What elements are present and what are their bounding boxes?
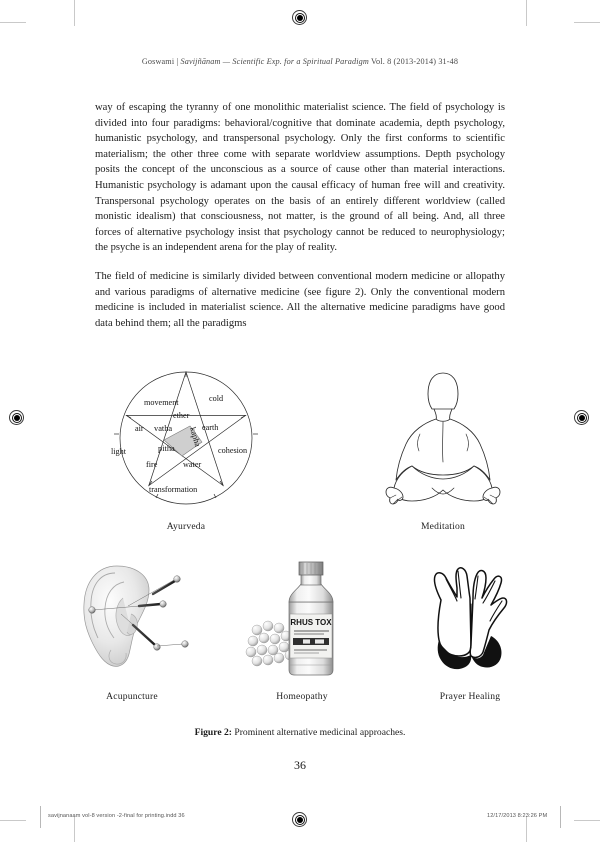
figure-caption bbox=[0, 727, 600, 738]
printer-filename: savijnanaam vol-8 version -2-final for printing.indd 36 bbox=[48, 813, 185, 819]
figure-meditation bbox=[384, 368, 502, 532]
meditation-head bbox=[428, 373, 458, 409]
crop-mark-bottom-left-h bbox=[0, 820, 26, 821]
homeopathy-label-fineprint bbox=[293, 631, 329, 653]
figure-caption-text: Prominent alternative medicinal approaches. bbox=[231, 727, 406, 738]
figure-ayurveda bbox=[98, 368, 274, 532]
ayurveda-label-light: light bbox=[111, 447, 127, 456]
crop-mark-top-left-h bbox=[0, 22, 26, 23]
ayurveda-label-water: water bbox=[183, 460, 202, 469]
homeopathy-bottle-figure bbox=[245, 558, 359, 684]
crop-mark-top-right-h bbox=[574, 22, 600, 23]
paragraph-1: way of escaping the tyranny of one monolithic materialist science. The field of psychology is divided into four paradigms: behavioral/cognitive that dominate academia, depth psychology, humanistic psychology, and transpersonal psychology. Only the first conforms to scientific materialism; the other three come with separate worldview assumptions. Depth psychology posits the concept of the unconscious as a source of cause other than material interactions. Humanistic psychology is adamant upon the causal efficacy of human free will and creativity. Transpersonal psychology operates on the basis of an entirely different worldview (called monistic idealism) that consciousness, not matter, is the ground of all being. And, all three forces of alternative psychology insist that psychology cannot be reduced to neurophysiology; the psyche is an independent arena for the play of reality. bbox=[95, 102, 505, 254]
crop-mark-bottom-left-v bbox=[74, 816, 75, 842]
registration-mark-bottom bbox=[292, 812, 307, 827]
footer-rule-left bbox=[40, 806, 41, 828]
figure-caption-label: Figure 2: bbox=[194, 727, 232, 738]
figure-acupuncture bbox=[71, 558, 193, 702]
crop-mark-top-right-v bbox=[526, 0, 527, 26]
prayer-healing-hands-figure bbox=[411, 558, 529, 684]
figure-homeopathy bbox=[245, 558, 359, 702]
figure-row-2 bbox=[0, 558, 600, 702]
footer-rule-right bbox=[560, 806, 561, 828]
running-head-separator: | bbox=[176, 57, 179, 66]
ayurveda-pentagram-diagram bbox=[98, 368, 274, 514]
running-head bbox=[0, 57, 600, 66]
homeopathy-bottle-neck bbox=[301, 574, 321, 585]
acupuncture-ear-figure bbox=[71, 558, 193, 684]
crop-mark-bottom-right-v bbox=[526, 816, 527, 842]
ayurveda-label-movement: movement bbox=[144, 398, 179, 407]
figure-row-1 bbox=[0, 368, 600, 532]
registration-dot bbox=[297, 15, 303, 21]
figure-2-group bbox=[0, 368, 600, 702]
body-text-column bbox=[95, 100, 505, 331]
registration-dot bbox=[297, 817, 303, 823]
registration-mark-top bbox=[292, 10, 307, 25]
prayer-healing-caption: Prayer Healing bbox=[439, 691, 501, 702]
ayurveda-caption: Ayurveda bbox=[166, 521, 206, 532]
crop-mark-top-left-v bbox=[74, 0, 75, 26]
ayurveda-label-kapha: kapha bbox=[188, 426, 203, 448]
figure-prayer-healing bbox=[411, 558, 529, 702]
ayurveda-label-transformation: transformation bbox=[149, 485, 198, 494]
ayurveda-label-ether: ether bbox=[173, 411, 190, 420]
running-head-author: Goswami bbox=[141, 57, 175, 66]
meditation-lotus-figure bbox=[384, 368, 502, 514]
paragraph-2: The field of medicine is similarly divided between conventional modern medicine or allopathy and various paradigms of alternative medicine (see figure 2). Only the conventional modern medicine is included in materialist science. All the alternative medicine paradigms have good data behind them; all the paradigms bbox=[95, 270, 505, 329]
running-head-journal: Savijñānam — Scientific Exp. for a Spiritual Paradigm bbox=[180, 57, 369, 66]
homeopathy-caption: Homeopathy bbox=[276, 691, 328, 702]
page-number: 36 bbox=[294, 758, 306, 772]
homeopathy-bottle-label-text: RHUS TOX bbox=[290, 618, 332, 627]
homeopathy-pellets bbox=[246, 621, 295, 666]
ayurveda-label-vatha: vatha bbox=[154, 424, 173, 433]
crop-mark-bottom-right-h bbox=[574, 820, 600, 821]
ayurveda-label-pitha: pitha bbox=[158, 444, 175, 453]
acupuncture-caption: Acupuncture bbox=[106, 691, 158, 702]
printer-timestamp: 12/17/2013 8:23:26 PM bbox=[487, 813, 548, 819]
ayurveda-label-earth: earth bbox=[202, 423, 219, 432]
ayurveda-label-cohesion: cohesion bbox=[218, 446, 248, 455]
ayurveda-label-air: air bbox=[135, 424, 144, 433]
running-head-volume: Vol. 8 (2013-2014) 31-48 bbox=[371, 57, 459, 66]
homeopathy-bottle-shoulder bbox=[289, 584, 333, 602]
ayurveda-label-fire: fire bbox=[146, 460, 158, 469]
ayurveda-label-cold: cold bbox=[209, 394, 224, 403]
meditation-caption: Meditation bbox=[420, 521, 466, 532]
